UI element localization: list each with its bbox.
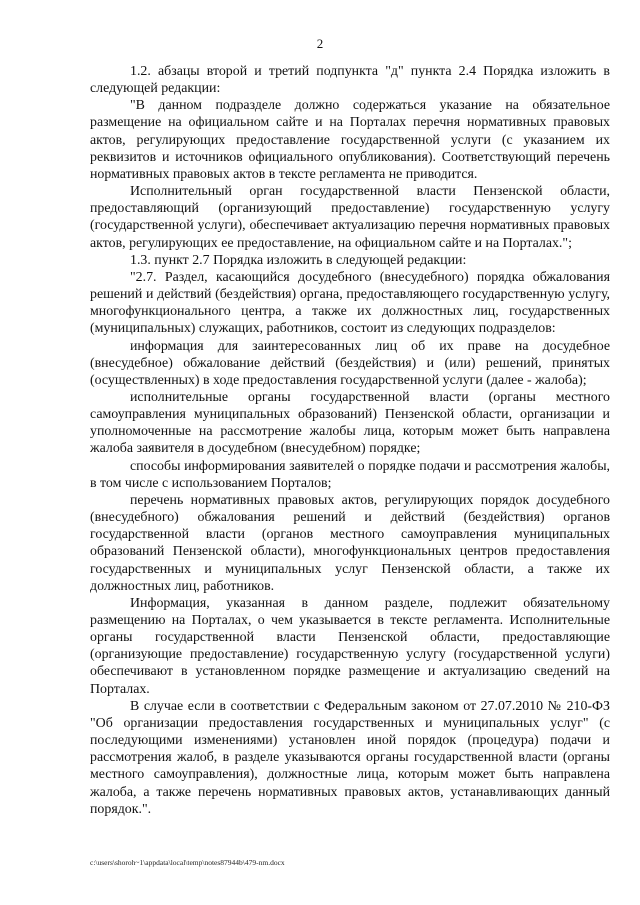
document-body <box>90 63 610 818</box>
paragraph-quote-normative-acts: "В данном подразделе должно содержаться указание на обязательное размещение на официальном сайте и на Порталах перечня нормативных правовых актов, регулирующих предоставление государственной услуги (с указанием их реквизитов и источников официального опубликования). Соответствующий перечень нормативных правовых актов в тексте регламента не приводится. <box>90 98 610 182</box>
paragraph-complaint-bodies: исполнительные органы государственной власти (органы местного самоуправления муниципальных образований) Пензенской области, организации и уполномоченные на рассмотрение жалобы лица, которым может быть направлена жалоба заявителя в досудебном (внесудебном) порядке; <box>90 389 610 457</box>
paragraph-executive-body-actualization: Исполнительный орган государственной власти Пензенской области, предоставляющий (организующий предоставление) государственную услугу (государственной услуги), обеспечивает актуализацию перечня нормативных правовых актов, регулирующих ее предоставление, на официальном сайте и на Порталах."; <box>90 184 610 251</box>
page-number: 2 <box>316 36 324 51</box>
paragraph-federal-law-case: В случае если в соответствии с Федеральным законом от 27.07.2010 № 210-ФЗ "Об организации предоставления государственных и муниципальных услуг" (с последующими изменениями) установлен иной порядок (процедура) подачи и рассмотрения жалоб, в разделе указываются органы государственной власти (органы местного самоуправления), должностные лица, которым может быть направлена жалоба, а также перечень нормативных правовых актов, устанавливающих данный порядок.". <box>90 698 610 817</box>
paragraph-informing-methods: способы информирования заявителей о порядке подачи и рассмотрения жалобы, в том числе с использованием Порталов; <box>90 458 610 491</box>
paragraph-complaint-info: информация для заинтересованных лиц об их праве на досудебное (внесудебное) обжалование действий (бездействия) и (или) решений, принятых (осуществленных) в ходе предоставления государственной услуги (далее - жалоба); <box>90 338 610 388</box>
paragraph-1-2-heading: 1.2. абзацы второй и третий подпункта "д" пункта 2.4 Порядка изложить в следующей редакции: <box>90 64 610 97</box>
paragraph-2-7-section: "2.7. Раздел, касающийся досудебного (внесудебного) порядка обжалования решений и действий (бездействия) органа, предоставляющего государственную услугу, многофункционального центра, а также их должностных лиц, государственных (муниципальных) служащих, работников, состоит из следующих подразделов: <box>90 269 610 337</box>
paragraph-portal-publication: Информация, указанная в данном разделе, подлежит обязательному размещению на Порталах, о чем указывается в тексте регламента. Исполнительные органы государственной власти Пензенской области, предоставляющие (организующие предоставление) государственную услугу (государственной услуги) обеспечивают в установленном порядке размещение и актуализацию сведений на Порталах. <box>90 595 610 697</box>
paragraph-normative-acts-list: перечень нормативных правовых актов, регулирующих порядок досудебного (внесудебного) обжалования решений и действий (бездействия) органов государственной власти (органов местного самоуправления муниципальных образований Пензенской области), многофункциональных центров предоставления государственных и муниципальных услуг Пензенской области, а также их должностных лиц, работников. <box>90 492 610 594</box>
paragraph-1-3-heading: 1.3. пункт 2.7 Порядка изложить в следующей редакции: <box>130 252 467 268</box>
file-path-footer: c:\users\shoroh~1\appdata\local\temp\notes87944b\479-nm.docx <box>90 858 285 867</box>
